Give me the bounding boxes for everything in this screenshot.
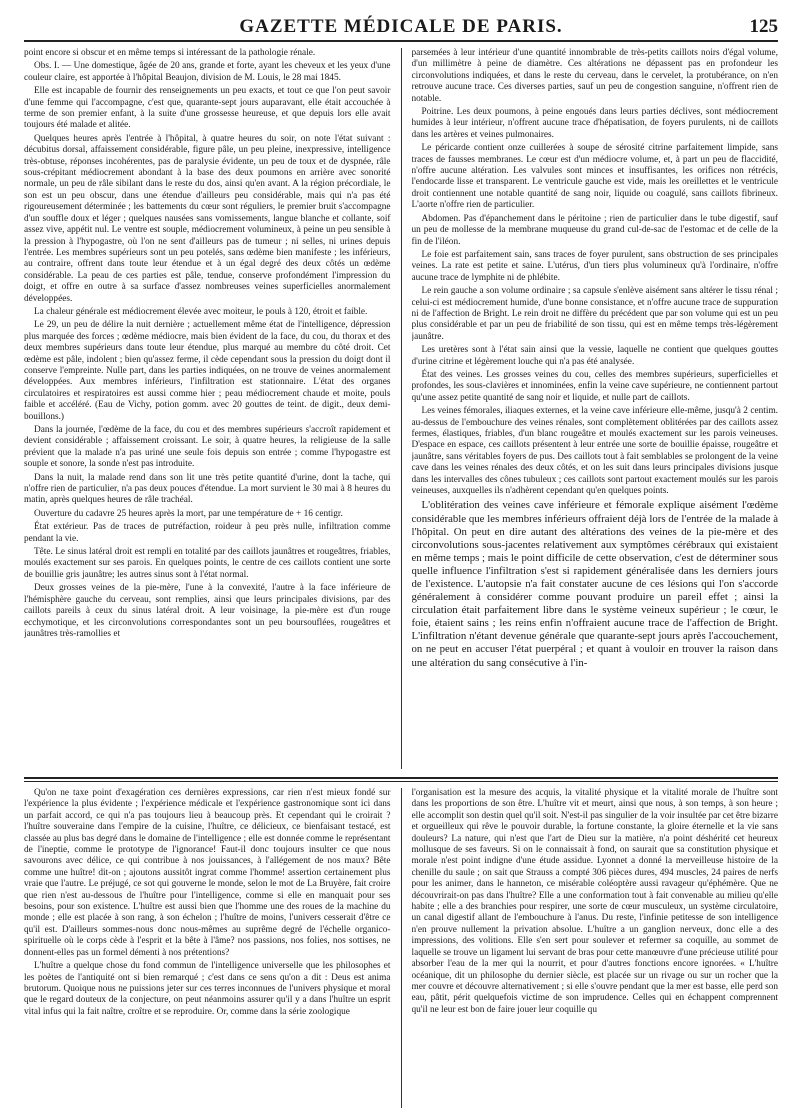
lower-right-column xyxy=(412,788,779,1108)
paragraph: L'huître a quelque chose du fond commun de l'intelligence universelle que les philosophes et les poètes de l'antiquité ont si bien remarqué ; c'est dans ce sens qu'on a dit : Deus est anima brutorum. Quoique nous ne puissions jeter sur ces terres inconnues de l'univers physique et moral que le regard douteux de la conjecture, on peut néanmoins assurer qu'il y a dans l'huître un esprit vital infus qui la fait naître, croître et se reproduire. Or, comme dans la série zoologique xyxy=(24,961,391,1017)
paragraph: Deux grosses veines de la pie-mère, l'une à la convexité, l'autre à la face inférieure de l'hémisphère gauche du cerveau, sont remplies, ainsi que leurs principales divisions, par des caillots pareils à ceux du sinus latéral droit. A leur voisinage, la pie-mère est d'un rouge ecchymotique, et les circonvolutions correspondantes sont un peu boursouflées, rougeâtres et jaunâtres très-ramollies et xyxy=(24,583,391,639)
lower-left-column xyxy=(24,788,391,1108)
paragraph: Le foie est parfaitement sain, sans traces de foyer purulent, sans obstruction de ses principales veines. La rate est petite et saine. L'utérus, d'un tiers plus volumineux qu'à l'ordinaire, n'offre aucune trace de lymphite ni de phlébite. xyxy=(411,249,778,283)
paragraph: La chaleur générale est médiocrement élevée avec moiteur, le pouls à 120, étroit et faible. xyxy=(34,306,368,317)
article-section xyxy=(24,48,778,769)
paragraph: État des veines. Les grosses veines du cou, celles des membres supérieurs, superficielles et profondes, les sous-clavières et innominées, enfin la veine cave supérieure, ne contiennent partout qu'une assez petite quantité de sang noir et liquide, et nulle part de caillots. xyxy=(411,369,778,403)
paragraph: Dans la nuit, la malade rend dans son lit une très petite quantité d'urine, dont la tache, qui n'offre rien de particulier, n'a pas deux pouces d'étendue. La mort survient le 30 mai à 8 heures du matin, après quelques heures de râle trachéal. xyxy=(24,472,391,506)
journal-title: GAZETTE MÉDICALE DE PARIS. xyxy=(239,16,563,37)
upper-left-column xyxy=(24,48,391,769)
feuilleton-section xyxy=(24,788,778,1108)
paragraph: Poitrine. Les deux poumons, à peine engoués dans leurs parties déclives, sont médiocrement humides à leur intérieur, n'offrent aucune trace d'hépatisation, de foyers purulents, ni de caillots dans les artères et veines pulmonaires. xyxy=(411,107,778,140)
section-divider xyxy=(24,777,778,779)
paragraph: Dans la journée, l'œdème de la face, du cou et des membres supérieurs s'accroît rapidement et devient considérable ; affaissement croissant. Le soir, à quatre heures, la religieuse de la salle prévient que la malade n'a pas uriné une seule fois depuis son entrée ; comme l'hypogastre est souple et sonore, la sonde n'est pas introduite. xyxy=(24,425,391,470)
paragraph: Les uretères sont à l'état sain ainsi que la vessie, laquelle ne contient que quelques gouttes d'urine citrine et légèrement louche qui n'a pas été analysée. xyxy=(411,345,778,367)
page-header xyxy=(24,12,778,42)
paragraph: Le péricarde contient onze cuillerées à soupe de sérosité citrine parfaitement limpide, sans traces de fausses membranes. Le cœur est d'un médiocre volume, et, à part un peu de flaccidité, n'offre aucune altération. Les valvules sont minces et insuffisantes, les orifices non rétrécis, l'endocarde lisse et transparent. Le ventricule gauche est vide, mais les oreillettes et le ventricule droit contiennent une notable quantité de sang noir, liquide ou coagulé, sans caillots fibrineux. L'aorte n'offre rien de particulier. xyxy=(411,143,778,211)
paragraph: l'organisation est la mesure des acquis, la vitalité physique et la vitalité morale de l'huître sont dans les proportions de son être. L'huître vit et meurt, ainsi que nous, à son temps, à son heure ; elle accomplit son destin quel qu'il soit. N'est-il pas singulier de la voir insultée par cet être bizarre et orgueilleux qui rêve le pouvoir durable, la fortune constante, la gloire éternelle et la vie sans douleurs? La nature, qui n'est que l'art de Dieu sur la matière, n'a point déshérité cet heureux mollusque de ses faveurs. Si on le connaissait à fond, on saurait que sa constitution physique et morale n'est point indigne d'une étude assidue. Lyonnet a donné la merveilleuse histoire de la chenille du saule ; on sait que Strauss a compté 306 pièces dures, 494 muscles, 24 paires de nerfs pour les animer, dans le hanneton, ce misérable coléoptère aussi ravageur qu'éphémère. Que ne découvrirait-on pas dans l'huître? Elle a une conformation tout à fait convenable au milieu qu'elle habite ; elle a des branchies pour respirer, une sorte de cœur musculeux, un système circulatoire, un canal digestif allant de l'embouchure à l'anus. Du reste, l'infinie petitesse de son intelligence n'en prouve nullement la privation absolue. L'huître a un ganglion nerveux, donc elle a des impressions, des volitions. Elle s'en sert pour soulever et refermer sa coquille, au sommet de laquelle se trouve un ligament lui servant de bras pour cette manœuvre d'une précieuse utilité pour absorber l'eau de la mer qui la nourrit, et pour d'autres fonctions encore ignorées. « L'huître océanique, dit un philosophe du dernier siècle, est placée sur un rivage ou sur un rocher que la mer couvre et découvre alternativement ; si elle s'ouvre pendant que la mer est basse, elle perd son eau, pâtit, périt quelquefois victime de son imprudence. Celles qui en échappent comprennent qu'il ne leur est bon de faire jouer leur coquille qu xyxy=(411,788,778,1015)
paragraph: Ouverture du cadavre 25 heures après la mort, par une température de + 16 centigr. xyxy=(34,508,343,519)
paragraph: Abdomen. Pas d'épanchement dans le péritoine ; rien de particulier dans le tube digestif, sauf un peu de mollesse de la membrane muqueuse du grand cul-de-sac de l'estomac et de celle de la fin de l'iléon. xyxy=(411,213,778,247)
paragraph: point encore si obscur et en même temps si intéressant de la pathologie rénale. xyxy=(24,48,316,58)
paragraph: L'oblitération des veines cave inférieure et fémorale explique aisément l'œdème considérable que les membres inférieurs offraient déjà lors de l'entrée de la malade à l'hôpital. On peut en dire autant des altérations des veines de la pie-mère et des circonvolutions sous-jacentes relativement aux symptômes cérébraux qui existaient en même temps ; mais le point difficile de cette observation, c'est de déterminer sous quelle influence l'infiltration s'est si rapidement généralisée dans les derniers jours de l'existence. L'autopsie n'a fait constater aucune de ces lésions qui l'on s'accorde généralement à considérer comme pouvant produire un pareil effet ; ainsi la circulation était parfaitement libre dans le système veineux supérieur ; le cœur, le foie, étaient sains ; les reins enfin n'offraient aucune trace de l'affection de Bright. L'infiltration n'étant devenue générale que quarante-sept jours après l'accouchement, on ne peut en accuser l'état puerpéral ; et quant à vouloir en trouver la raison dans une altération du sang consécutive à l'in- xyxy=(411,499,778,669)
page-number: 125 xyxy=(749,16,778,37)
paragraph: État extérieur. Pas de traces de putréfaction, roideur à peu près nulle, infiltration comme pendant la vie. xyxy=(24,522,391,544)
paragraph: Les veines fémorales, iliaques externes, et la veine cave inférieure elle-même, jusqu'à 2 centim. au-dessus de l'embouchure des veines rénales, sont complètement oblitérées par des caillots assez fermes, élastiques, friables, d'un blanc rougeâtre et moulés exactement sur les parois veineuses. D'espace en espace, ces caillots présentent à leur entrée une sorte de bouillie épaisse, rougeâtre et jaunâtre, sans véritables foyers de pus. Des caillots tout à fait semblables se prolongent de la veine cave dans les veines rénales des deux côtés, et on les suit dans leurs principales divisions jusque dans les intervalles des cônes tubuleux ; ces caillots sont partout exactement moulés sur les parois veineuses, auxquelles ils n'adhèrent cependant qu'en quelques points. xyxy=(411,406,778,497)
paragraph: Quelques heures après l'entrée à l'hôpital, à quatre heures du soir, on note l'état suivant : décubitus dorsal, affaissement considérable, figure pâle, un peu pleine, inexpressive, intelligence très-obtuse, réponses incohérentes, pas de paralysie évidente, un peu de toux et de dyspnée, râle sous-crépitant médiocrement abondant à la base des deux poumons en arrière avec sonorité normale, un peu de râle sibilant dans le reste du dos, ainsi qu'en avant. A la région précordiale, le son est un peu obscur, dans une étendue d'ailleurs peu considérable, mais qui n'a pas été rigoureusement déterminée ; les battements du cœur sont réguliers, le premier bruit s'accompagne d'un souffle doux et léger ; quelques nausées sans vomissements, langue blanche et collante, soif assez vive, appétit nul. Le ventre est souple, médiocrement volumineux, à peine un peu sensible à la pression à l'hypogastre, où l'on ne sent d'ailleurs pas de tumeur ; ni selles, ni urines depuis l'entrée. Les membres supérieurs sont un peu potelés, sans œdème bien manifeste ; les inférieurs, au contraire, offrent dans toute leur étendue et à un égal degré des deux côtés un œdème considérable. La peau de ces parties est pâle, tendue, conserve profondément l'impression du doigt, et offre en outre à sa surface d'assez nombreuses veines superficielles anormalement développées. xyxy=(24,133,391,304)
column-rule xyxy=(401,788,402,1108)
paragraph: Obs. I. — Une domestique, âgée de 20 ans, grande et forte, ayant les cheveux et les yeux d'une couleur claire, est apportée à l'hôpital Beaujon, division de M. Louis, le 28 mai 1845. xyxy=(24,61,391,83)
section-divider-thin xyxy=(24,781,778,782)
paragraph: Le rein gauche a son volume ordinaire ; sa capsule s'enlève aisément sans altérer le tissu rénal ; celui-ci est médiocrement humide, d'une bonne consistance, et n'offre aucune trace de suppuration ni de l'affection de Bright. Le rein droit ne diffère du précédent que par son volume qui est un peu plus considérable et par un peu de friabilité de son tissu, qui est en même temps très-légèrement jaunâtre. xyxy=(411,286,778,342)
paragraph: Le 29, un peu de délire la nuit dernière ; actuellement même état de l'intelligence, dépression plus marquée des forces ; œdème médiocre, mais bien évident de la face, du cou, du thorax et des deux membres supérieurs dans toute leur étendue, plus marqué au membre du côté droit. Cet œdème est pâle, indolent ; bien qu'assez ferme, il cède cependant sous la pression du doigt dont il conserve l'empreinte. Nulle part, dans les parties indiquées, on ne trouve de veines anormalement développées. Aux membres inférieurs, l'infiltration est stationnaire. L'état des organes circulatoires et respiratoires est aussi comme hier ; peau médiocrement chaude et moite, pouls faible et accéléré. (Eau de Vichy, potion gomm. avec 20 gouttes de teint. de digit., deux demi-bouillons.) xyxy=(24,320,391,422)
paragraph: Tête. Le sinus latéral droit est rempli en totalité par des caillots jaunâtres et rougeâtres, friables, moulés exactement sur ses parois. En quelques points, le centre de ces caillots contient une sorte de bouillie gris jaunâtre; les autres sinus sont à l'état normal. xyxy=(24,547,391,580)
paragraph: Elle est incapable de fournir des renseignements un peu exacts, et tout ce que l'on peut savoir d'une femme qui l'accompagne, c'est que, quarante-sept jours auparavant, elle était accouchée à terme de son premier enfant, à la suite d'une grossesse heureuse, et que depuis lors elle avait toujours été malade et alitée. xyxy=(24,86,391,131)
upper-right-column xyxy=(412,48,779,769)
column-rule xyxy=(401,48,402,769)
paragraph: Qu'on ne taxe point d'exagération ces dernières expressions, car rien n'est mieux fondé sur l'expérience la plus évidente ; l'expérience médicale et l'expérience gastronomique sont ici dans un parfait accord, ce qui n'a pas toujours lieu à beaucoup près. Et cependant qui le croirait ? l'huître souveraine dans l'empire de la cuisine, l'huître, ce délicieux, ce bienfaisant testacé, est classée au plus bas degré dans le domaine de l'intelligence ; elle est donnée comme le représentant de l'ineptie, comme le prototype de l'ignorance! Faut-il donc toujours insulter ce que nous savourons avec délice, ce qui contribue à nos jouissances, à l'allégement de nos maux? Bête comme une huître! dit-on ; ajoutons aussitôt ingrat comme l'homme! assertion certainement plus vraie que l'autre. Le préjugé, ce sot qui gouverne le monde, selon le mot de La Bruyère, fait croire que rien n'est au-dessous de l'huître pour l'intelligence, comme si elle en manquait pour ses besoins, pour son existence. L'huître est aussi bien que l'homme une des roues de la machine du monde ; elle est placée à son rang, à son échelon ; l'huître de moins, l'univers cesserait d'être ce qu'il est. D'ailleurs sommes-nous donc nous-mêmes au suprême degré de l'échelle organico-spirituelle où le corps cède à l'esprit et la bête à l'âme? nos passions, nos folies, nos sottises, ne donnent-elles pas un formel démenti à nos prétentions? xyxy=(24,788,391,958)
paragraph: parsemées à leur intérieur d'une quantité innombrable de très-petits caillots noirs d'égal volume, d'un millimètre à peine de diamètre. Ces altérations ne dépassent pas en profondeur les circonvolutions indiquées, et dans le reste du cerveau, dans le cervelet, la protubérance, on n'en retrouve aucune trace. Ces diverses parties, sauf un peu de congestion sanguine, n'offrent rien de notable. xyxy=(411,48,778,104)
